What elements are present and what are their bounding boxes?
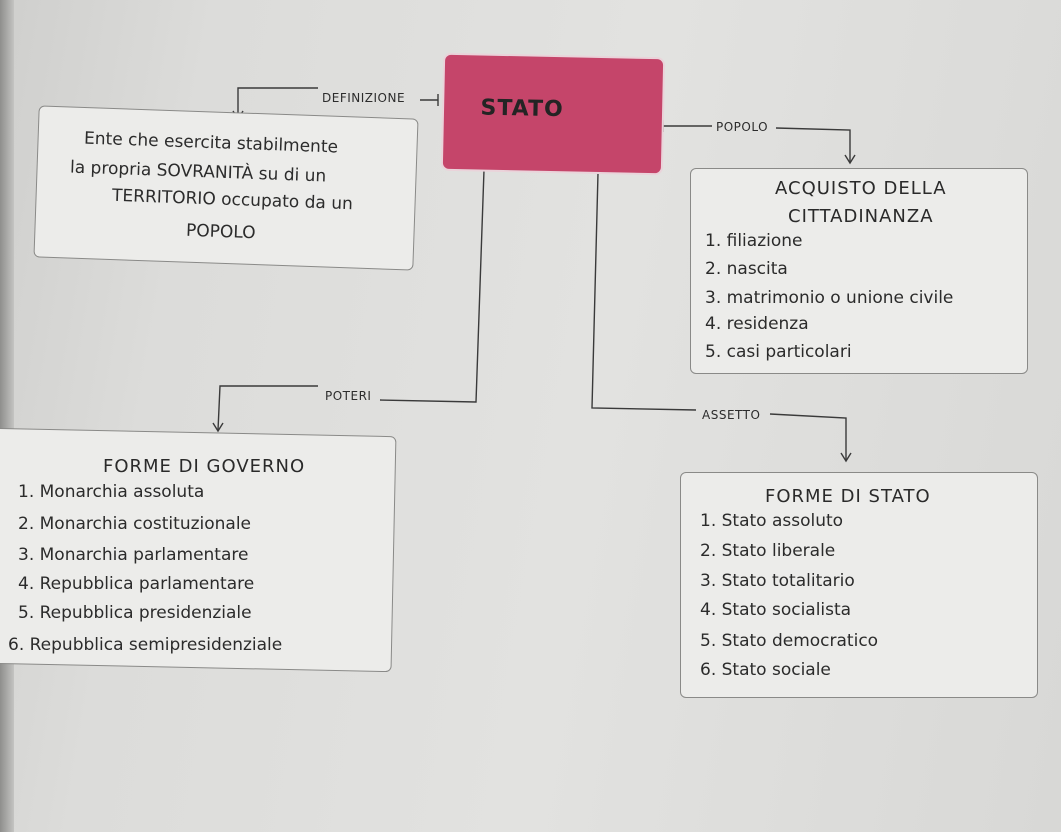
stato-title: STATO (480, 95, 564, 123)
stato-item-5: 5. Stato democratico (700, 631, 879, 651)
poteri-label: POTERI (325, 389, 372, 403)
governo-item-1: 1. Monarchia assoluta (18, 482, 205, 502)
cittadinanza-item-2: 2. nascita (705, 259, 788, 279)
assetto-label: ASSETTO (702, 408, 761, 422)
governo-item-2: 2. Monarchia costituzionale (18, 514, 252, 534)
stato-item-3: 3. Stato totalitario (700, 571, 855, 591)
cittadinanza-item-1: 1. filiazione (705, 231, 803, 251)
definition-line-2: la propria SOVRANITÀ su di un (69, 157, 327, 187)
stato-item-4: 4. Stato socialista (700, 600, 852, 620)
cittadinanza-item-3: 3. matrimonio o unione civile (705, 288, 954, 308)
definition-line-3: TERRITORIO occupato da un (111, 185, 354, 215)
definition-line-1: Ente che esercita stabilmente (83, 128, 339, 158)
governo-item-3: 3. Monarchia parlamentare (18, 545, 249, 565)
governo-item-4: 4. Repubblica parlamentare (18, 574, 255, 594)
definizione-label: DEFINIZIONE (322, 91, 406, 105)
assetto-connector-from-stato (592, 173, 696, 410)
stato-node (441, 53, 665, 176)
stato-item-2: 2. Stato liberale (700, 541, 836, 561)
assetto-connector-to-stato-forme (770, 414, 846, 460)
poteri-connector-to-governo (218, 386, 318, 430)
forme-di-governo-title: FORME DI GOVERNO (103, 456, 306, 477)
stato-item-6: 6. Stato sociale (700, 660, 831, 680)
cittadinanza-title-line-1: ACQUISTO DELLA (775, 178, 947, 199)
forme-di-stato-title: FORME DI STATO (765, 486, 931, 507)
cittadinanza-title-line-2: CITTADINANZA (788, 206, 934, 227)
cittadinanza-item-5: 5. casi particolari (705, 342, 852, 362)
governo-item-5: 5. Repubblica presidenziale (18, 603, 252, 623)
definition-line-4: POPOLO (185, 220, 256, 244)
popolo-label: POPOLO (716, 120, 769, 134)
governo-item-6: 6. Repubblica semipresidenziale (8, 635, 283, 655)
stato-item-1: 1. Stato assoluto (700, 511, 844, 531)
popolo-connector-right (776, 128, 850, 162)
cittadinanza-item-4: 4. residenza (705, 314, 809, 334)
